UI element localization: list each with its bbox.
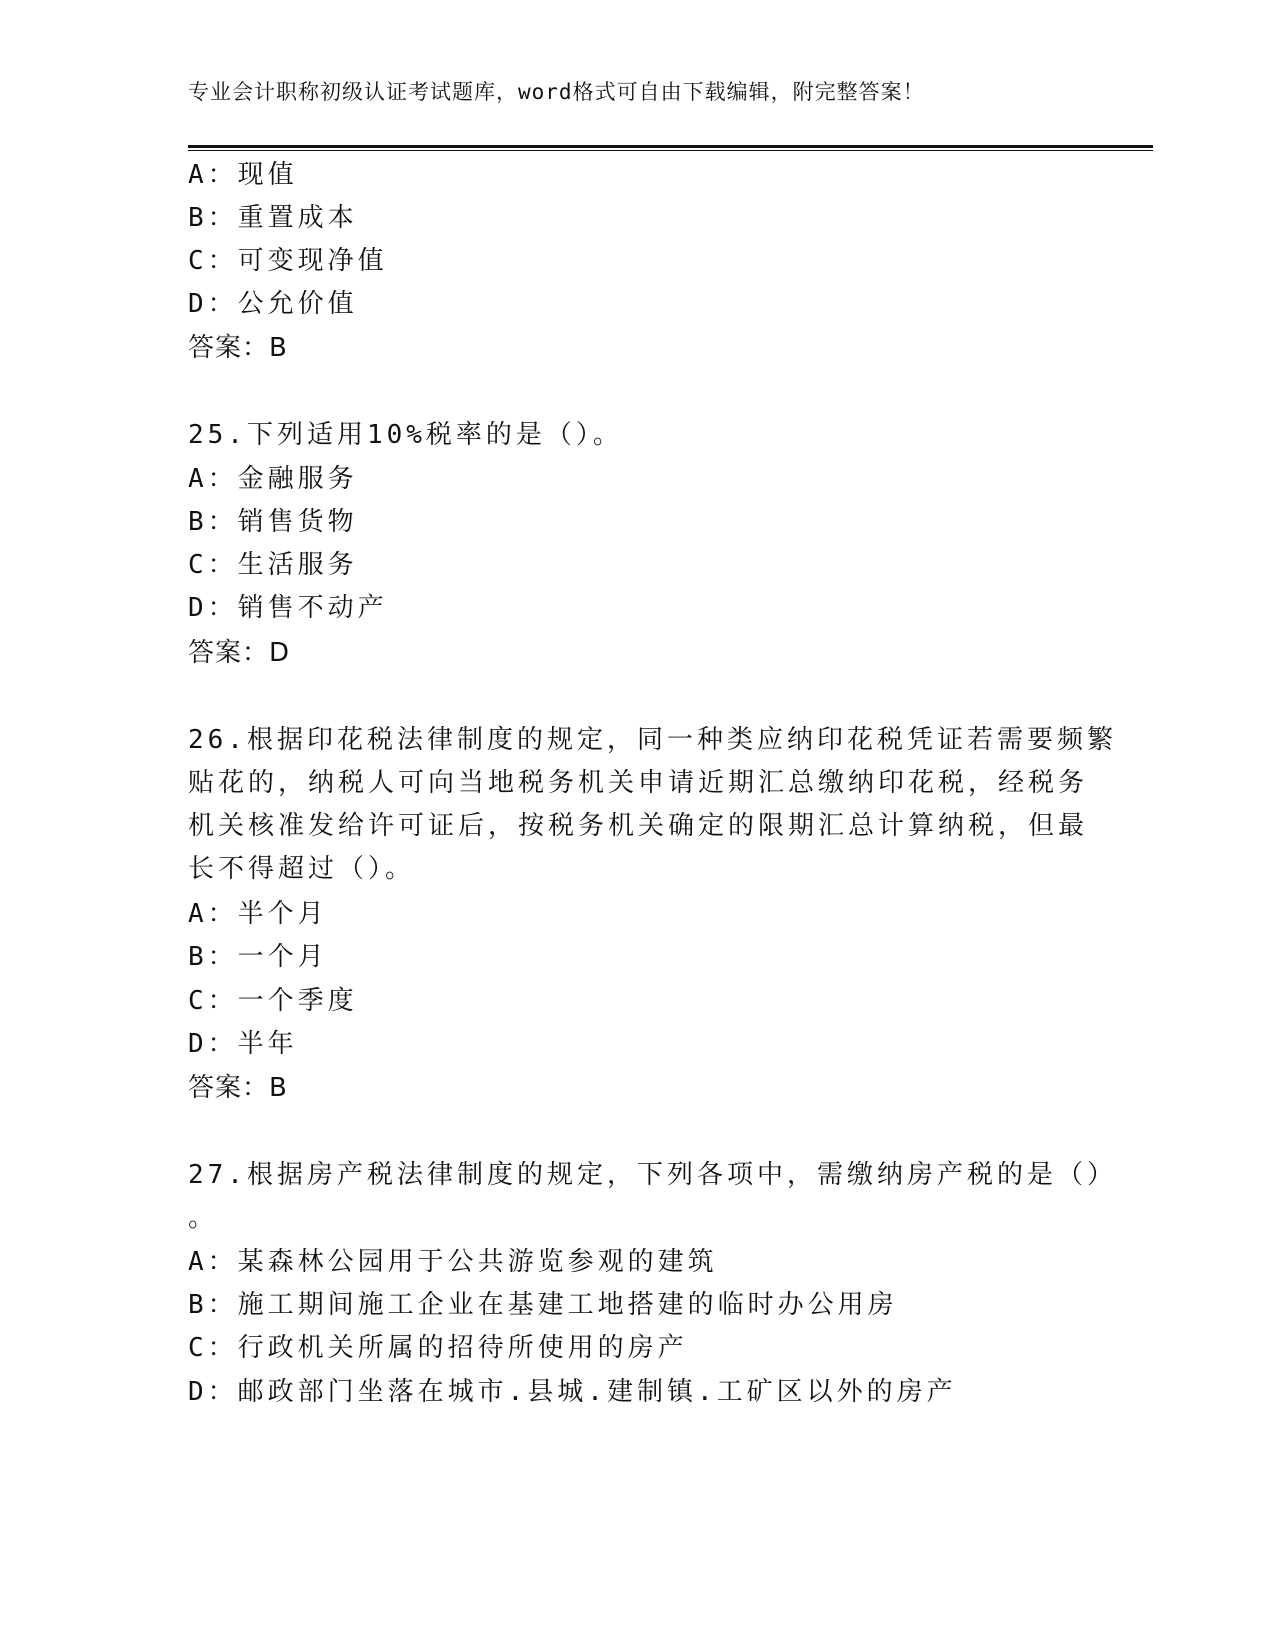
q25-stem: 25.下列适用10%税率的是（）。: [188, 420, 623, 450]
q25-option-d: D：销售不动产: [188, 593, 388, 623]
page-header: 专业会计职称初级认证考试题库，word格式可自由下载编辑，附完整答案！: [188, 80, 925, 104]
q26-option-a: A：半个月: [188, 899, 328, 929]
q26-stem-line: 26.根据印花税法律制度的规定，同一种类应纳印花税凭证若需要频繁: [188, 725, 1117, 755]
header-rule-thin: [188, 150, 1153, 151]
q27-option-d: D：邮政部门坐落在城市.县城.建制镇.工矿区以外的房产: [188, 1377, 957, 1407]
q27-option-a: A：某森林公园用于公共游览参观的建筑: [188, 1247, 718, 1277]
header-rule-thick: [188, 145, 1153, 148]
q27-option-b: B：施工期间施工企业在基建工地搭建的临时办公用房: [188, 1290, 898, 1320]
q26-answer: 答案：B: [188, 1073, 288, 1103]
q25-option-c: C：生活服务: [188, 550, 358, 580]
q25-option-a: A：金融服务: [188, 464, 358, 494]
q25-answer: 答案：D: [188, 638, 291, 668]
q24-option-b: B：重置成本: [188, 203, 358, 233]
q26-stem-line: 长不得超过（）。: [188, 854, 416, 884]
q25-option-b: B：销售货物: [188, 507, 358, 537]
q24-option-a: A：现值: [188, 160, 298, 190]
q26-stem-line: 机关核准发给许可证后，按税务机关确定的限期汇总计算纳税，但最: [188, 811, 1089, 841]
q24-answer: 答案：B: [188, 333, 288, 363]
q24-option-d: D：公允价值: [188, 289, 358, 319]
q27-stem-line: 。: [188, 1203, 219, 1233]
q24-option-c: C：可变现净值: [188, 246, 388, 276]
q26-option-d: D：半年: [188, 1029, 298, 1059]
q27-stem-line: 27.根据房产税法律制度的规定，下列各项中，需缴纳房产税的是（）: [188, 1160, 1117, 1190]
q26-option-c: C：一个季度: [188, 986, 358, 1016]
q26-option-b: B：一个月: [188, 942, 328, 972]
q26-stem-line: 贴花的，纳税人可向当地税务机关申请近期汇总缴纳印花税，经税务: [188, 768, 1089, 798]
q27-option-c: C：行政机关所属的招待所使用的房产: [188, 1333, 688, 1363]
